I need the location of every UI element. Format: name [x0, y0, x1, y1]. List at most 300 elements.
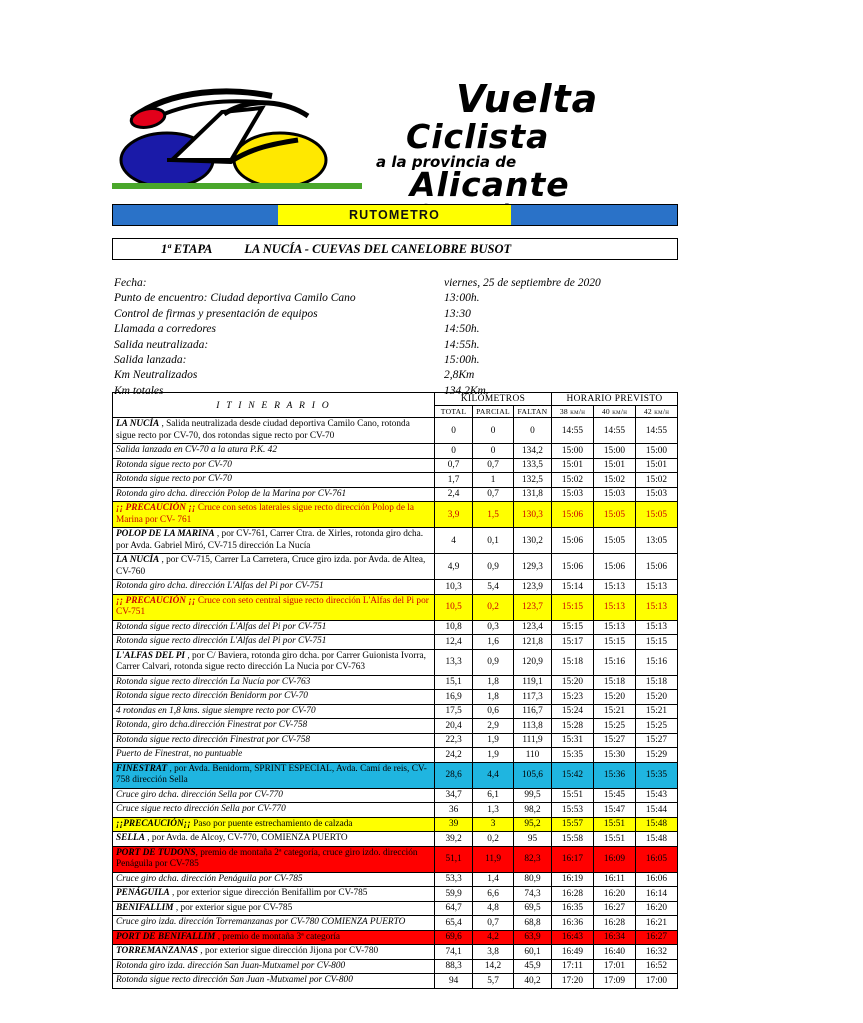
cell-t40: 15:13: [594, 594, 636, 620]
cell-faltan: 105,6: [514, 762, 552, 788]
cell-parcial: 6,1: [473, 788, 514, 803]
cell-total: 12,4: [435, 635, 473, 650]
cell-t38: 15:02: [552, 473, 594, 488]
info-row: [114, 307, 680, 322]
header-total: TOTAL: [435, 406, 473, 418]
cell-t40: 17:01: [594, 959, 636, 974]
table-row: [113, 704, 678, 719]
stage-number: 1ª ETAPA: [161, 241, 213, 256]
table-row: [113, 887, 678, 902]
cell-total: 0,7: [435, 458, 473, 473]
header-horario: HORARIO PREVISTO: [552, 393, 678, 406]
cell-t40: 15:02: [594, 473, 636, 488]
cell-t40: 15:03: [594, 487, 636, 502]
row-description: Rotonda sigue recto dirección Benidorm por CV-70: [113, 690, 435, 705]
cell-faltan: 82,3: [514, 846, 552, 872]
cell-t42: 13:05: [636, 528, 678, 554]
cell-faltan: 95,2: [514, 817, 552, 832]
row-description: L'ALFAS DEL PI , por C/ Baviera, rotonda giro dcha. por Carrer Guionista Ivorra, Carrer Calvari, rotonda sigue recto dirección La Nucia por CV-763: [113, 649, 435, 675]
cell-t42: 15:27: [636, 733, 678, 748]
cell-t42: 15:35: [636, 762, 678, 788]
row-description: Cruce giro izda. dirección Torremanzanas por CV-780 COMIENZA PUERTO: [113, 916, 435, 931]
cell-faltan: 116,7: [514, 704, 552, 719]
cell-t38: 15:31: [552, 733, 594, 748]
cell-t42: 16:20: [636, 901, 678, 916]
row-description: Puerto de Finestrat, no puntuable: [113, 748, 435, 763]
cell-t40: 15:05: [594, 528, 636, 554]
cell-t38: 16:19: [552, 872, 594, 887]
cell-total: 59,9: [435, 887, 473, 902]
logo-line-3: a la provincia de: [376, 153, 517, 171]
cell-faltan: 123,9: [514, 580, 552, 595]
row-description: POLOP DE LA MARINA , por CV-761, Carrer Ctra. de Xirles, rotonda giro dcha. por Avda. Gabriel Miró, CV-715 dirección La Nucía: [113, 528, 435, 554]
info-row: [114, 353, 680, 368]
info-row: [114, 368, 680, 383]
row-description: PENÁGUILA , por exterior sigue dirección Benifallim por CV-785: [113, 887, 435, 902]
cell-parcial: 14,2: [473, 959, 514, 974]
cell-t38: 15:35: [552, 748, 594, 763]
info-value: 134,2Km.: [444, 384, 489, 397]
cell-total: 69,6: [435, 930, 473, 945]
cell-parcial: 0,7: [473, 487, 514, 502]
cell-parcial: 0,1: [473, 528, 514, 554]
row-description: ¡¡PRECAUCIÓN¡¡ Paso por puente estrechamiento de calzada: [113, 817, 435, 832]
table-row: [113, 832, 678, 847]
cell-t42: 15:15: [636, 635, 678, 650]
info-value: 14:50h.: [444, 323, 480, 336]
cell-parcial: 0,3: [473, 620, 514, 635]
cell-total: 4: [435, 528, 473, 554]
cell-t38: 15:18: [552, 649, 594, 675]
row-description: Cruce giro dcha. dirección Penáguila por CV-785: [113, 872, 435, 887]
cell-parcial: 5,4: [473, 580, 514, 595]
cell-total: 53,3: [435, 872, 473, 887]
cell-parcial: 1,8: [473, 675, 514, 690]
stage-name: LA NUCÍA - CUEVAS DEL CANELOBRE BUSOT: [244, 241, 512, 256]
cell-t40: 15:20: [594, 690, 636, 705]
cell-total: 94: [435, 974, 473, 989]
row-description: Rotonda sigue recto por CV-70: [113, 458, 435, 473]
cell-parcial: 3: [473, 817, 514, 832]
cell-parcial: 0: [473, 444, 514, 459]
cell-faltan: 110: [514, 748, 552, 763]
table-row: [113, 594, 678, 620]
cell-t42: 16:14: [636, 887, 678, 902]
header-40kmh: 40 km/h: [594, 406, 636, 418]
cell-parcial: 1,9: [473, 733, 514, 748]
cell-t38: 15:06: [552, 528, 594, 554]
cell-parcial: 1: [473, 473, 514, 488]
info-value: viernes, 25 de septiembre de 2020: [444, 277, 601, 289]
info-value: 13:00h.: [444, 292, 480, 305]
cell-t40: 16:11: [594, 872, 636, 887]
info-value: 14:55h.: [444, 338, 480, 351]
cell-t42: 15:16: [636, 649, 678, 675]
cell-t38: 15:14: [552, 580, 594, 595]
cell-t40: 15:51: [594, 832, 636, 847]
cell-faltan: 123,4: [514, 620, 552, 635]
cell-total: 39,2: [435, 832, 473, 847]
cell-t38: 15:06: [552, 502, 594, 528]
banner-left-block: [113, 205, 278, 225]
cell-t40: 16:40: [594, 945, 636, 960]
cell-t38: 16:36: [552, 916, 594, 931]
row-description: Salida lanzada en CV-70 a la atura P.K. 42: [113, 444, 435, 459]
row-description: Rotonda sigue recto dirección L'Alfas del Pi por CV-751: [113, 635, 435, 650]
cell-t38: 14:55: [552, 418, 594, 444]
info-value: 2,8Km: [444, 369, 475, 382]
cell-faltan: 132,5: [514, 473, 552, 488]
cell-parcial: 0: [473, 418, 514, 444]
cell-total: 4,9: [435, 554, 473, 580]
cell-t38: 16:35: [552, 901, 594, 916]
cell-t38: 17:20: [552, 974, 594, 989]
cell-t38: 15:42: [552, 762, 594, 788]
cell-parcial: 1,8: [473, 690, 514, 705]
table-row: [113, 733, 678, 748]
row-description: Rotonda giro dcha. dirección L'Alfas del Pi por CV-751: [113, 580, 435, 595]
cell-t38: 15:15: [552, 620, 594, 635]
cell-t42: 17:00: [636, 974, 678, 989]
table-row: [113, 675, 678, 690]
cell-parcial: 1,5: [473, 502, 514, 528]
table-row: [113, 788, 678, 803]
cell-total: 36: [435, 803, 473, 818]
cell-t42: 14:55: [636, 418, 678, 444]
cell-total: 17,5: [435, 704, 473, 719]
table-row: [113, 803, 678, 818]
header-kilometros: KILÓMETROS: [435, 393, 552, 406]
cell-t40: 15:30: [594, 748, 636, 763]
logo-line-1: Vuelta: [456, 77, 599, 121]
cell-t40: 16:34: [594, 930, 636, 945]
cell-t42: 15:43: [636, 788, 678, 803]
row-description: Rotonda, giro dcha.dirección Finestrat por CV-758: [113, 719, 435, 734]
cell-t40: 15:05: [594, 502, 636, 528]
cyclist-logo-icon: [112, 78, 362, 193]
cell-total: 16,9: [435, 690, 473, 705]
itinerary-table-body: [113, 418, 678, 989]
table-row: [113, 959, 678, 974]
row-description: PORT DE TUDONS, premio de montaña 2ª categoría, cruce giro izdo. dirección Penáguila por CV-785: [113, 846, 435, 872]
cell-t42: 16:06: [636, 872, 678, 887]
cell-t38: 15:28: [552, 719, 594, 734]
cell-t42: 16:21: [636, 916, 678, 931]
cell-parcial: 1,6: [473, 635, 514, 650]
cell-faltan: 98,2: [514, 803, 552, 818]
table-row: [113, 930, 678, 945]
cell-total: 22,3: [435, 733, 473, 748]
cell-faltan: 74,3: [514, 887, 552, 902]
cell-faltan: 121,8: [514, 635, 552, 650]
rutometro-banner: [112, 204, 678, 226]
row-description: Rotonda sigue recto dirección San Juan -Mutxamel por CV-800: [113, 974, 435, 989]
cell-parcial: 3,8: [473, 945, 514, 960]
cell-total: 10,5: [435, 594, 473, 620]
cell-t42: 16:05: [636, 846, 678, 872]
cell-total: 64,7: [435, 901, 473, 916]
row-description: ¡¡ PRECAUCIÓN ¡¡ Cruce con seto central sigue recto dirección L'Alfas del Pi por CV-751: [113, 594, 435, 620]
cell-total: 65,4: [435, 916, 473, 931]
table-row: [113, 473, 678, 488]
cell-t40: 15:51: [594, 817, 636, 832]
cell-t42: 15:21: [636, 704, 678, 719]
cell-t38: 15:51: [552, 788, 594, 803]
row-description: LA NUCÍA , por CV-715, Carrer La Carretera, Cruce giro izda. por Avda. de Altea, CV-760: [113, 554, 435, 580]
cell-t40: 17:09: [594, 974, 636, 989]
table-row: [113, 762, 678, 788]
banner-title: RUTOMETRO: [278, 205, 511, 225]
cell-faltan: 69,5: [514, 901, 552, 916]
cell-t42: 15:02: [636, 473, 678, 488]
table-row: [113, 872, 678, 887]
cell-t38: 16:17: [552, 846, 594, 872]
event-info-block: [114, 276, 680, 399]
cell-parcial: 0,7: [473, 458, 514, 473]
cell-faltan: 129,3: [514, 554, 552, 580]
table-row: [113, 748, 678, 763]
table-row: [113, 502, 678, 528]
cell-faltan: 113,8: [514, 719, 552, 734]
cell-t40: 16:27: [594, 901, 636, 916]
row-description: Rotonda sigue recto dirección L'Alfas del Pi por CV-751: [113, 620, 435, 635]
header-parcial: PARCIAL: [473, 406, 514, 418]
cell-t38: 16:49: [552, 945, 594, 960]
cell-faltan: 120,9: [514, 649, 552, 675]
cell-t38: 15:01: [552, 458, 594, 473]
cell-t42: 15:20: [636, 690, 678, 705]
cell-total: 15,1: [435, 675, 473, 690]
cell-parcial: 0,9: [473, 649, 514, 675]
cell-t40: 15:16: [594, 649, 636, 675]
header-42kmh: 42 km/h: [636, 406, 678, 418]
cell-t38: 15:06: [552, 554, 594, 580]
cell-t42: 16:52: [636, 959, 678, 974]
cell-t40: 15:13: [594, 580, 636, 595]
table-row: [113, 620, 678, 635]
cell-t42: 15:44: [636, 803, 678, 818]
cell-t40: 15:01: [594, 458, 636, 473]
cell-t38: 15:00: [552, 444, 594, 459]
cell-t40: 15:47: [594, 803, 636, 818]
info-label: Fecha:: [114, 277, 147, 289]
cell-faltan: 68,8: [514, 916, 552, 931]
info-label: Control de firmas y presentación de equipos: [114, 307, 318, 320]
info-row: [114, 276, 680, 291]
cell-t38: 16:28: [552, 887, 594, 902]
cell-total: 1,7: [435, 473, 473, 488]
row-description: PORT DE BENIFALLIM , premio de montaña 3ª categoría: [113, 930, 435, 945]
cell-parcial: 1,4: [473, 872, 514, 887]
logo-wordmark: [348, 77, 684, 222]
table-row: [113, 817, 678, 832]
logo-line-4: Alicante: [410, 165, 570, 204]
cell-parcial: 1,9: [473, 748, 514, 763]
cell-total: 51,1: [435, 846, 473, 872]
header-itinerary: I T I N E R A R I O: [113, 393, 435, 418]
cell-t42: 15:48: [636, 817, 678, 832]
cell-t40: 15:06: [594, 554, 636, 580]
row-description: Rotonda sigue recto dirección La Nucía por CV-763: [113, 675, 435, 690]
cell-faltan: 40,2: [514, 974, 552, 989]
cell-faltan: 130,2: [514, 528, 552, 554]
info-label: Km totales: [114, 384, 164, 397]
cell-t42: 16:27: [636, 930, 678, 945]
cell-faltan: 117,3: [514, 690, 552, 705]
table-row: [113, 916, 678, 931]
cell-t42: 15:48: [636, 832, 678, 847]
event-logo: [112, 77, 678, 204]
cell-t40: 15:45: [594, 788, 636, 803]
cell-t42: 15:13: [636, 620, 678, 635]
table-row: [113, 580, 678, 595]
cell-parcial: 4,8: [473, 901, 514, 916]
cell-total: 3,9: [435, 502, 473, 528]
cell-t42: 15:01: [636, 458, 678, 473]
itinerary-table: [112, 392, 678, 989]
row-description: BENIFALLIM , por exterior sigue por CV-785: [113, 901, 435, 916]
cell-faltan: 119,1: [514, 675, 552, 690]
cell-total: 10,8: [435, 620, 473, 635]
table-row: [113, 719, 678, 734]
table-row: [113, 444, 678, 459]
cell-t40: 15:15: [594, 635, 636, 650]
info-value: 15:00h.: [444, 354, 480, 367]
cell-parcial: 4,2: [473, 930, 514, 945]
cell-total: 0: [435, 418, 473, 444]
info-label: Llamada a corredores: [114, 323, 217, 336]
info-label: Km Neutralizados: [114, 369, 198, 382]
row-description: Rotonda sigue recto por CV-70: [113, 473, 435, 488]
cell-t42: 15:03: [636, 487, 678, 502]
cell-t40: 14:55: [594, 418, 636, 444]
row-description: ¡¡ PRECAUCIÓN ¡¡ Cruce con setos laterales sigue recto dirección Polop de la Marina por CV- 761: [113, 502, 435, 528]
cell-total: 88,3: [435, 959, 473, 974]
banner-right-block: [511, 205, 677, 225]
cell-faltan: 130,3: [514, 502, 552, 528]
cell-t42: 15:13: [636, 580, 678, 595]
cell-faltan: 0: [514, 418, 552, 444]
cell-faltan: 60,1: [514, 945, 552, 960]
cell-total: 20,4: [435, 719, 473, 734]
header-38kmh: 38 km/h: [552, 406, 594, 418]
info-label: Salida neutralizada:: [114, 338, 209, 351]
cell-parcial: 0,6: [473, 704, 514, 719]
cell-parcial: 4,4: [473, 762, 514, 788]
cell-t40: 15:13: [594, 620, 636, 635]
cell-parcial: 0,2: [473, 594, 514, 620]
cell-faltan: 123,7: [514, 594, 552, 620]
table-row: [113, 458, 678, 473]
info-row: [114, 338, 680, 353]
cell-t38: 15:23: [552, 690, 594, 705]
table-row: [113, 487, 678, 502]
cell-faltan: 95: [514, 832, 552, 847]
row-description: FINESTRAT , por Avda. Benidorm, SPRINT ESPECIAL, Avda. Camí de reis, CV-758 dirección Sella: [113, 762, 435, 788]
cell-t40: 15:18: [594, 675, 636, 690]
cell-parcial: 0,9: [473, 554, 514, 580]
cell-total: 2,4: [435, 487, 473, 502]
cell-faltan: 63,9: [514, 930, 552, 945]
cell-t42: 15:06: [636, 554, 678, 580]
cell-parcial: 5,7: [473, 974, 514, 989]
cell-t40: 15:25: [594, 719, 636, 734]
cell-t40: 16:28: [594, 916, 636, 931]
table-row: [113, 945, 678, 960]
row-description: LA NUCÍA , Salida neutralizada desde ciudad deportiva Camilo Cano, rotonda sigue recto por CV-70, dos rotondas sigue recto por CV-70: [113, 418, 435, 444]
cell-total: 39: [435, 817, 473, 832]
cell-t40: 15:00: [594, 444, 636, 459]
cell-t38: 15:58: [552, 832, 594, 847]
cell-total: 10,3: [435, 580, 473, 595]
cell-total: 34,7: [435, 788, 473, 803]
cell-t40: 15:21: [594, 704, 636, 719]
cell-t38: 15:53: [552, 803, 594, 818]
row-description: Cruce giro dcha. dirección Sella por CV-770: [113, 788, 435, 803]
cell-t38: 17:11: [552, 959, 594, 974]
table-row: [113, 649, 678, 675]
cell-total: 74,1: [435, 945, 473, 960]
table-header-row-1: [113, 393, 678, 406]
cell-t40: 16:09: [594, 846, 636, 872]
table-row: [113, 901, 678, 916]
cell-t42: 16:32: [636, 945, 678, 960]
cell-parcial: 0,7: [473, 916, 514, 931]
row-description: TORREMANZANAS , por exterior sigue dirección Jijona por CV-780: [113, 945, 435, 960]
cell-faltan: 80,9: [514, 872, 552, 887]
row-description: SELLA , por Avda. de Alcoy, CV-770, COMIENZA PUERTO: [113, 832, 435, 847]
cell-t40: 15:27: [594, 733, 636, 748]
cell-faltan: 111,9: [514, 733, 552, 748]
cell-t38: 15:24: [552, 704, 594, 719]
cell-faltan: 131,8: [514, 487, 552, 502]
cell-t42: 15:05: [636, 502, 678, 528]
cell-t40: 16:20: [594, 887, 636, 902]
cell-parcial: 6,6: [473, 887, 514, 902]
cell-t38: 16:43: [552, 930, 594, 945]
cell-parcial: 0,2: [473, 832, 514, 847]
cell-parcial: 11,9: [473, 846, 514, 872]
cell-faltan: 133,5: [514, 458, 552, 473]
cell-total: 24,2: [435, 748, 473, 763]
cell-t38: 15:57: [552, 817, 594, 832]
row-description: 4 rotondas en 1,8 kms. sigue siempre recto por CV-70: [113, 704, 435, 719]
cell-t42: 15:13: [636, 594, 678, 620]
table-row: [113, 974, 678, 989]
header-faltan: FALTAN: [514, 406, 552, 418]
table-row: [113, 846, 678, 872]
info-row: [114, 322, 680, 337]
cell-total: 13,3: [435, 649, 473, 675]
cell-t38: 15:17: [552, 635, 594, 650]
cell-t38: 15:03: [552, 487, 594, 502]
info-label: Punto de encuentro: Ciudad deportiva Camilo Cano: [114, 292, 356, 305]
logo-line-2: Ciclista: [406, 117, 550, 156]
cell-t42: 15:25: [636, 719, 678, 734]
cell-t38: 15:15: [552, 594, 594, 620]
cell-t42: 15:00: [636, 444, 678, 459]
cell-total: 0: [435, 444, 473, 459]
cell-parcial: 1,3: [473, 803, 514, 818]
cell-t40: 15:36: [594, 762, 636, 788]
cell-faltan: 45,9: [514, 959, 552, 974]
cell-parcial: 2,9: [473, 719, 514, 734]
info-row: [114, 291, 680, 306]
table-row: [113, 418, 678, 444]
cell-t42: 15:18: [636, 675, 678, 690]
row-description: Cruce sigue recto dirección Sella por CV-770: [113, 803, 435, 818]
cell-t42: 15:29: [636, 748, 678, 763]
